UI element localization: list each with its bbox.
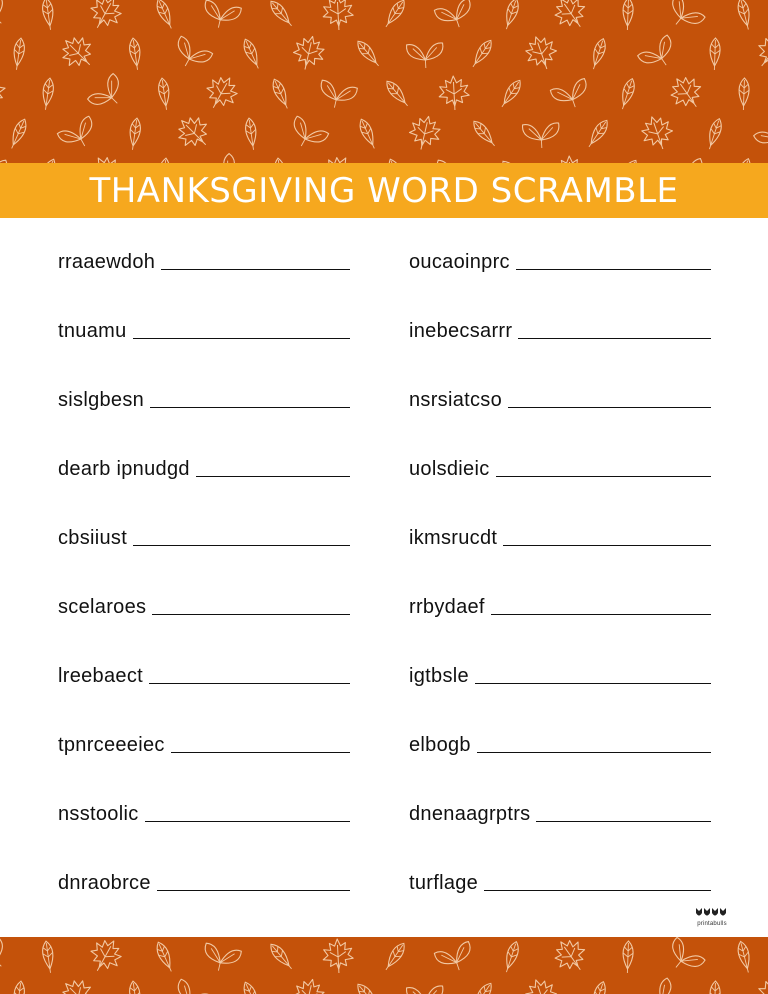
- leaf-icon: [498, 78, 524, 110]
- leaf-pair-icon: [434, 0, 476, 33]
- printabulls-logo: [690, 906, 734, 930]
- leaf-icon: [154, 940, 176, 973]
- leaf-icon: [12, 37, 26, 70]
- maple-leaf-icon: [316, 151, 359, 163]
- scramble-row: [58, 731, 350, 800]
- answer-line[interactable]: [484, 890, 711, 891]
- leaf-icon: [589, 37, 608, 71]
- scrambled-word: ikmsrucdt: [409, 527, 498, 549]
- leaf-pair-icon: [0, 0, 14, 36]
- leaf-icon: [382, 0, 408, 30]
- leaf-icon: [267, 0, 295, 29]
- maple-leaf-icon: [638, 112, 677, 154]
- maple-leaf-icon: [84, 0, 127, 35]
- maple-leaf-icon: [750, 30, 768, 75]
- leaf-icon: [589, 980, 608, 994]
- leaf-icon: [622, 0, 633, 30]
- right-word-column: [409, 248, 711, 938]
- answer-line[interactable]: [196, 476, 350, 477]
- scramble-row: [409, 662, 711, 731]
- logo-wordmark: printabulls: [697, 921, 727, 927]
- answer-line[interactable]: [150, 407, 350, 408]
- leaf-pattern-graphic: [0, 937, 768, 994]
- page-title: THANKSGIVING WORD SCRAMBLE: [89, 170, 679, 211]
- answer-line[interactable]: [475, 683, 711, 684]
- top-leaf-pattern: [0, 0, 768, 163]
- leaf-icon: [709, 981, 720, 994]
- leaf-pair-icon: [550, 78, 592, 113]
- answer-line[interactable]: [508, 407, 711, 408]
- scramble-row: [409, 524, 711, 593]
- leaf-icon: [241, 37, 263, 70]
- maple-leaf-icon: [322, 0, 354, 31]
- scrambled-word: cbsiiust: [58, 527, 128, 549]
- answer-line[interactable]: [152, 614, 350, 615]
- leaf-pair-icon: [57, 116, 101, 155]
- leaf-icon: [244, 117, 258, 150]
- scramble-row: [409, 731, 711, 800]
- leaf-icon: [241, 980, 263, 994]
- scramble-row: [409, 869, 711, 938]
- leaf-pair-icon: [169, 979, 213, 994]
- leaf-icon: [41, 77, 55, 110]
- answer-line[interactable]: [133, 545, 350, 546]
- scrambled-word: inebecsarrr: [409, 320, 513, 342]
- answer-line[interactable]: [171, 752, 350, 753]
- scrambled-word: uolsdieic: [409, 458, 490, 480]
- maple-leaf-icon: [55, 973, 100, 994]
- leaf-icon: [41, 0, 55, 31]
- scrambled-word: oucaoinprc: [409, 251, 510, 273]
- leaf-pair-icon: [662, 0, 705, 36]
- leaf-icon: [12, 980, 26, 994]
- scramble-row: [409, 593, 711, 662]
- left-word-column: [58, 248, 350, 938]
- maple-leaf-icon: [322, 938, 354, 974]
- maple-leaf-icon: [549, 937, 593, 978]
- scrambled-word: igtbsle: [409, 665, 469, 687]
- scramble-row: [409, 317, 711, 386]
- maple-leaf-icon: [406, 113, 443, 153]
- leaf-pair-icon: [201, 943, 242, 975]
- maple-leaf-icon: [438, 75, 470, 111]
- leaf-icon: [128, 117, 142, 150]
- scrambled-word: tpnrceeeiec: [58, 734, 165, 756]
- leaf-icon: [502, 0, 521, 31]
- leaf-icon: [469, 38, 495, 70]
- scramble-row: [409, 800, 711, 869]
- maple-leaf-icon: [84, 937, 127, 978]
- leaf-pair-icon: [522, 123, 560, 149]
- leaf-icon: [382, 941, 408, 973]
- scrambled-word: turflage: [409, 872, 479, 894]
- maple-leaf-icon: [522, 32, 561, 74]
- answer-line[interactable]: [149, 683, 350, 684]
- leaf-icon: [154, 0, 176, 30]
- leaf-icon: [270, 77, 292, 110]
- scrambled-word: dnenaagrptrs: [409, 803, 531, 825]
- scramble-row: [58, 662, 350, 731]
- scrambled-word: sislgbesn: [58, 389, 145, 411]
- answer-line[interactable]: [503, 545, 711, 546]
- leaf-icon: [470, 118, 498, 149]
- scramble-row: [409, 455, 711, 524]
- leaf-pair-icon: [203, 153, 246, 163]
- scrambled-word: dnraobrce: [58, 872, 151, 894]
- leaf-pattern-graphic: [0, 0, 768, 163]
- maple-leaf-icon: [665, 70, 709, 115]
- scrambled-word: tnuamu: [58, 320, 127, 342]
- scrambled-word: nsrsiatcso: [409, 389, 503, 411]
- leaf-pair-icon: [753, 115, 768, 156]
- answer-line[interactable]: [496, 476, 711, 477]
- leaf-pair-icon: [637, 35, 681, 76]
- answer-line[interactable]: [518, 338, 711, 339]
- answer-line[interactable]: [516, 269, 711, 270]
- scramble-row: [409, 248, 711, 317]
- scrambled-word: dearb ipnudgd: [58, 458, 190, 480]
- maple-leaf-icon: [85, 151, 128, 163]
- leaf-icon: [354, 981, 382, 994]
- scramble-row: [58, 524, 350, 593]
- leaf-icon: [383, 78, 411, 109]
- leaf-icon: [622, 941, 633, 973]
- leaf-icon: [502, 940, 521, 974]
- bottom-leaf-pattern: [0, 937, 768, 994]
- leaf-icon: [469, 981, 495, 994]
- answer-line[interactable]: [536, 821, 711, 822]
- leaf-pair-icon: [406, 43, 444, 69]
- answer-line[interactable]: [477, 752, 711, 753]
- answer-line[interactable]: [161, 269, 350, 270]
- maple-leaf-icon: [750, 973, 768, 994]
- answer-line[interactable]: [491, 614, 711, 615]
- leaf-icon: [7, 117, 29, 150]
- maple-leaf-icon: [55, 30, 100, 75]
- leaf-icon: [736, 940, 753, 973]
- maple-leaf-icon: [554, 155, 586, 163]
- leaf-icon: [618, 77, 637, 111]
- leaf-icon: [354, 38, 382, 69]
- leaf-pair-icon: [169, 36, 213, 75]
- scrambled-word: scelaroes: [58, 596, 147, 618]
- leaf-pair-icon: [434, 941, 476, 976]
- scrambled-word: lreebaect: [58, 665, 143, 687]
- leaf-icon: [736, 0, 753, 31]
- scramble-row: [409, 386, 711, 455]
- scrambled-word: nsstoolic: [58, 803, 139, 825]
- leaf-icon: [267, 941, 295, 972]
- leaf-icon: [705, 117, 724, 151]
- leaf-pair-icon: [0, 937, 14, 979]
- scramble-row: [58, 593, 350, 662]
- leaf-icon: [738, 78, 749, 110]
- leaf-icon: [357, 117, 379, 150]
- leaf-icon: [128, 37, 142, 70]
- leaf-pair-icon: [406, 986, 444, 994]
- leaf-icon: [128, 980, 142, 994]
- scrambled-word: rraaewdoh: [58, 251, 156, 273]
- maple-leaf-icon: [290, 33, 327, 73]
- maple-leaf-icon: [200, 71, 243, 115]
- title-band: [0, 163, 768, 218]
- scramble-row: [58, 800, 350, 869]
- leaf-pair-icon: [662, 937, 705, 979]
- leaf-pair-icon: [285, 116, 329, 155]
- scramble-row: [58, 455, 350, 524]
- leaf-icon: [157, 77, 171, 110]
- scramble-row: [58, 317, 350, 386]
- answer-line[interactable]: [157, 890, 350, 891]
- scrambled-word: rrbydaef: [409, 596, 485, 618]
- leaf-icon: [709, 38, 720, 70]
- leaf-pair-icon: [637, 978, 681, 994]
- maple-leaf-icon: [171, 110, 216, 155]
- maple-leaf-icon: [522, 975, 561, 994]
- leaf-pair-icon: [201, 0, 242, 32]
- bull-heads-icon: [694, 906, 730, 920]
- leaf-pair-icon: [87, 73, 130, 116]
- scramble-row: [58, 248, 350, 317]
- scrambled-word: elbogb: [409, 734, 471, 756]
- leaf-pair-icon: [317, 80, 358, 112]
- leaf-icon: [585, 118, 611, 150]
- maple-leaf-icon: [290, 976, 327, 994]
- answer-line[interactable]: [133, 338, 350, 339]
- leaf-icon: [41, 940, 55, 973]
- maple-leaf-icon: [549, 0, 593, 35]
- scramble-row: [58, 869, 350, 938]
- answer-line[interactable]: [145, 821, 350, 822]
- scramble-row: [58, 386, 350, 455]
- maple-leaf-icon: [0, 71, 12, 115]
